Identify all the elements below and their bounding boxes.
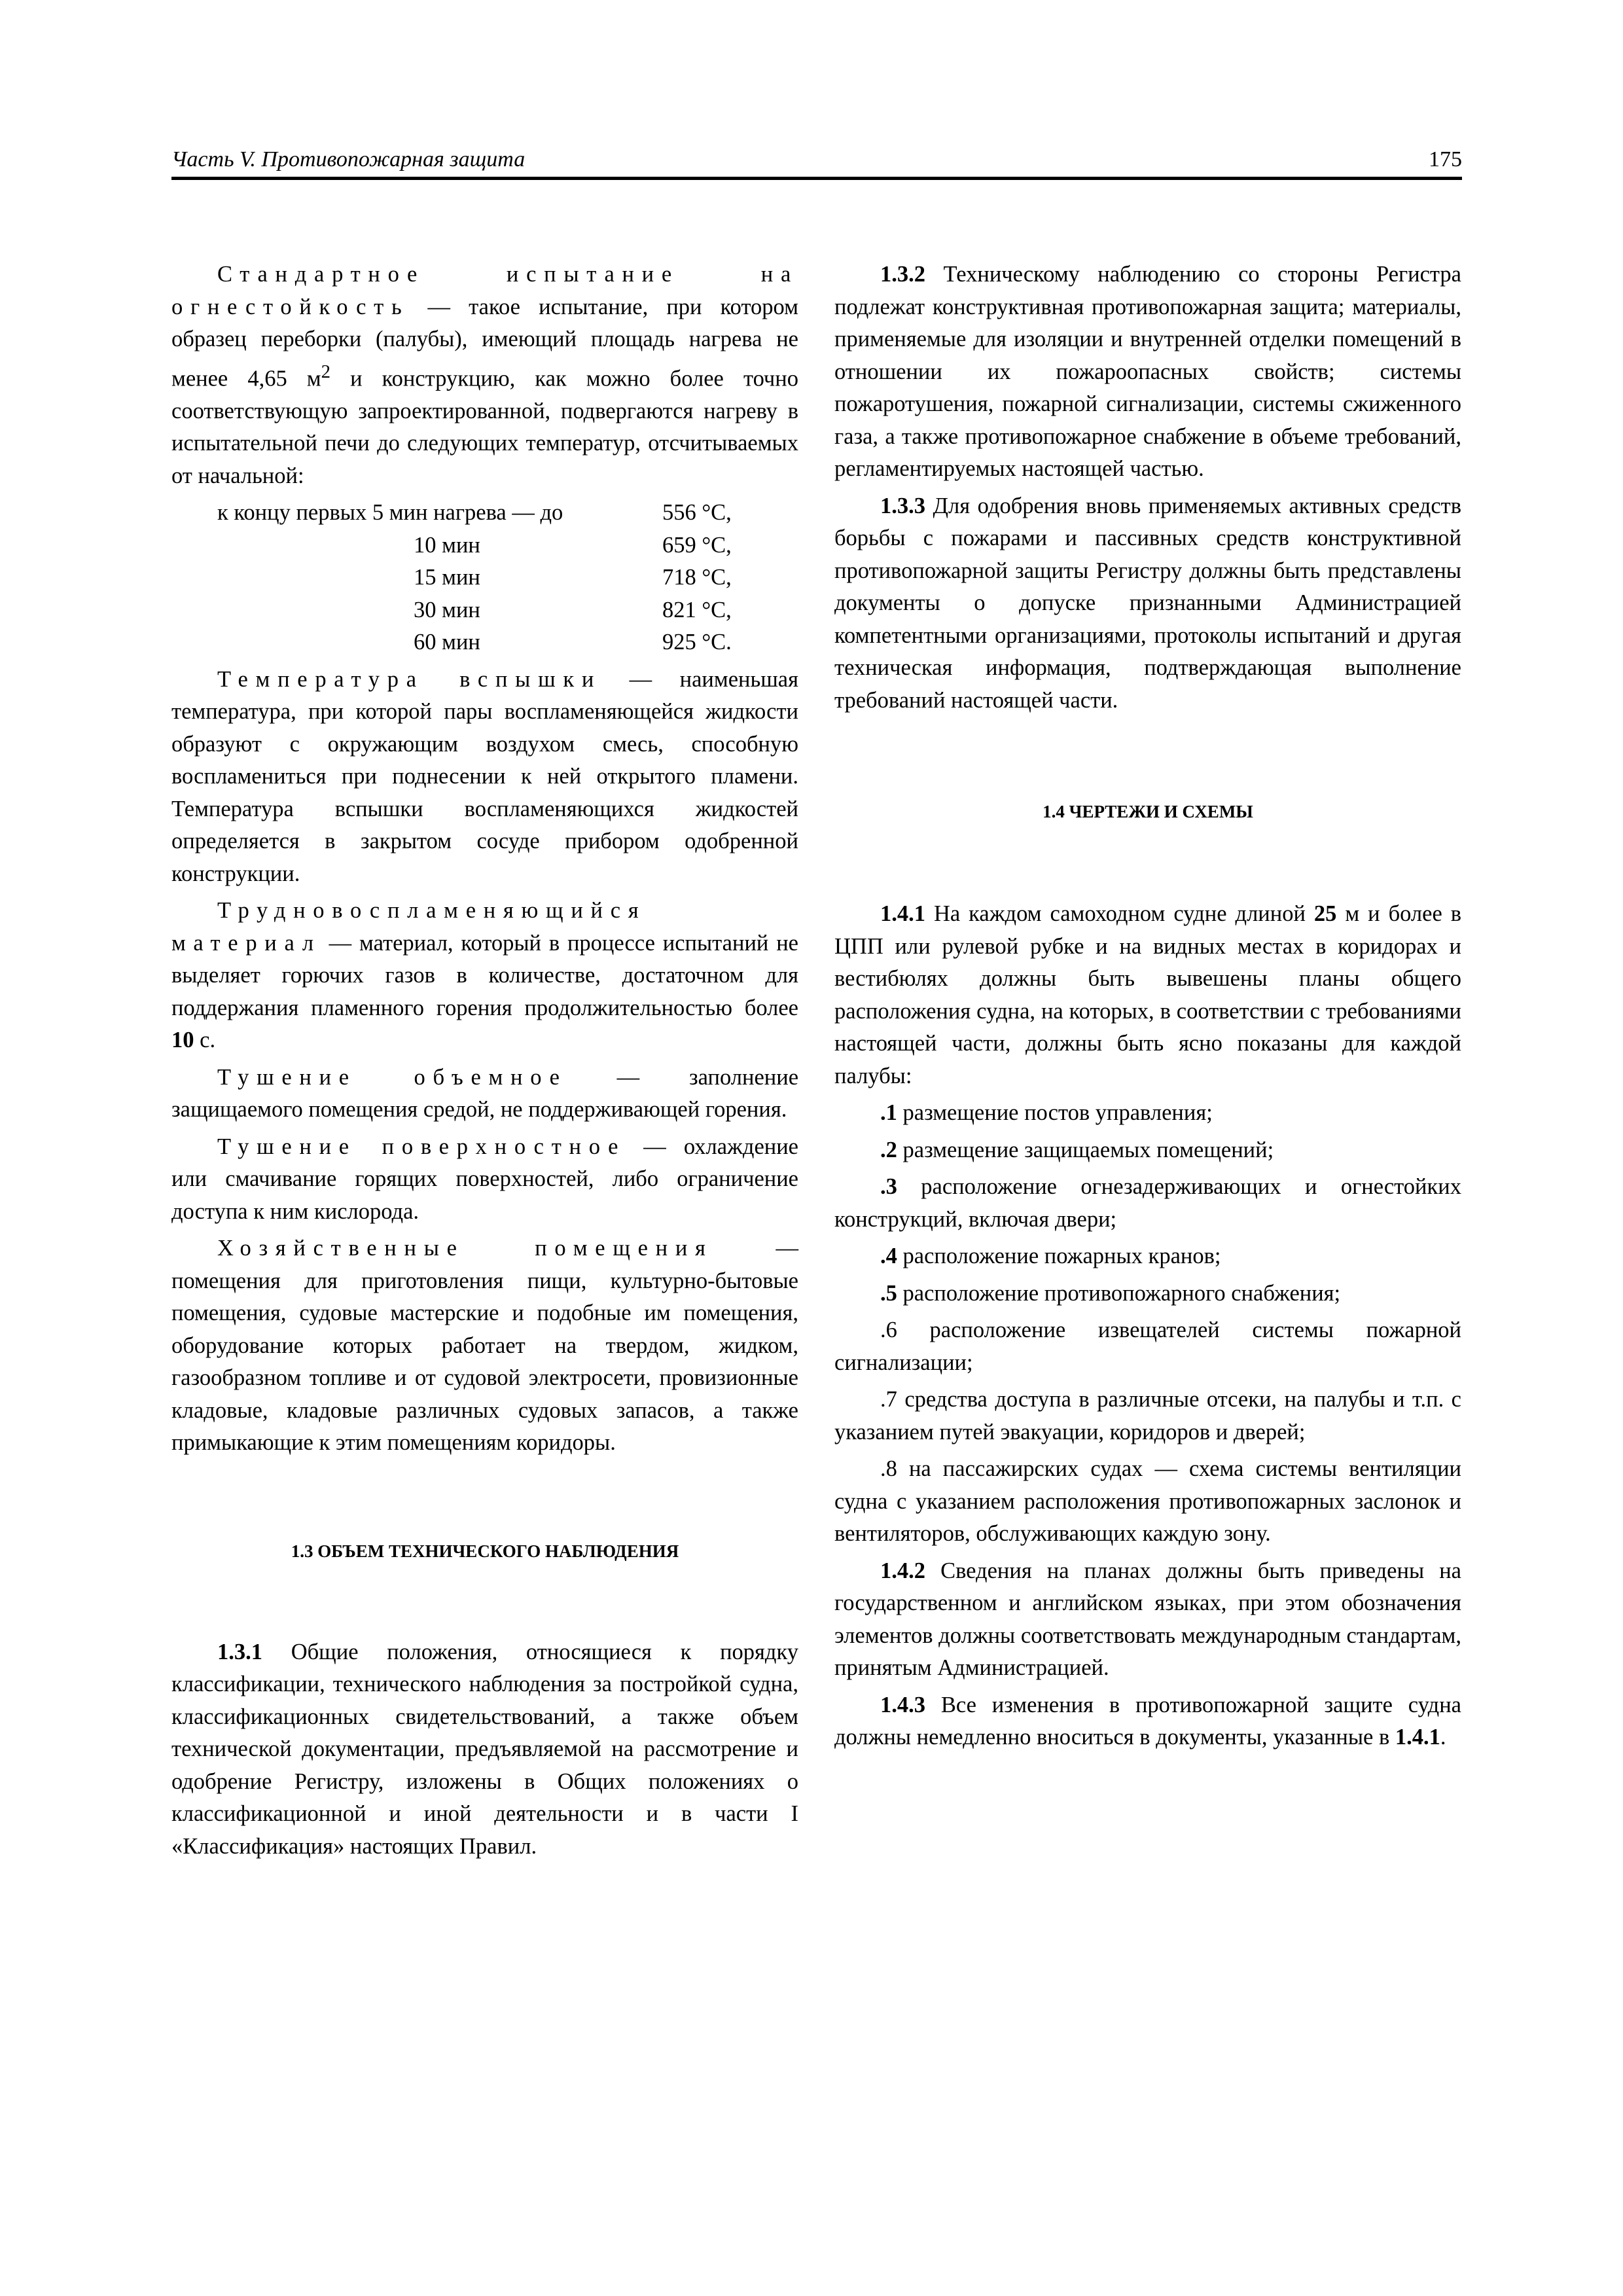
definition-surface-extinguishing: Тушение поверхностное — охлаждение или смачивание горящих поверхностей, либо ограничение доступа к ним кислорода.	[171, 1134, 798, 1224]
temperature-row: 10 мин 659 °С,	[414, 532, 732, 558]
definition-volume-extinguishing: Тушение объемное — заполнение защищаемого помещения средой, не поддерживающей горения.	[171, 1064, 799, 1122]
list-item: .2 размещение защищаемых помещений;	[880, 1137, 1274, 1162]
list-item: .3 расположение огнезадерживающих и огнестойких конструкций, включая двери;	[834, 1174, 1461, 1232]
term: Трудновоспламеняющийся материал	[171, 898, 647, 956]
definition-low-flame-material: Трудновоспламеняющийся материал — материал, который в процессе испытаний не выделяет горючих газов в количестве, достаточном для поддержания пламенного горения продолжительностью более 10 с.	[171, 898, 798, 1052]
page-header	[171, 145, 1462, 178]
definition-service-spaces: Хозяйственные помещения — помещения для приготовления пищи, культурно-бытовые помещения, судовые мастерские и подобные им помещения, оборудование которых работает на твердом, жидком, газообразном топливе и от судовой электросети, провизионные кладовые, кладовые различных судовых запасов, а также примыкающие к этим помещениям коридоры.	[171, 1236, 799, 1455]
page-number: 175	[1429, 147, 1462, 171]
paragraph-1-3-1: 1.3.1 Общие положения, относящиеся к порядку классификации, технического наблюдения за постройкой судна, классификационных свидетельствований, а также объем технической документации, предъявляемой на рассмотрение и одобрение Регистру, изложены в Общих положениях о классификационной и иной деятельности и в части I «Классификация» настоящих Правил.	[171, 1639, 798, 1859]
term: Тушение объемное	[217, 1064, 567, 1090]
term: Стандартное испытание на огнестойкость	[171, 262, 798, 319]
list-item: .1 размещение постов управления;	[880, 1100, 1213, 1125]
list-item: .6 расположение извещателей системы пожарной сигнализации;	[834, 1318, 1461, 1375]
paragraph-1-3-3: 1.3.3 Для одобрения вновь применяемых активных средств борьбы с пожарами и пассивных средств конструктивной противопожарной защиты Регистру должны быть представлены документы о допуске признанными Администрацией компетентными организациями, протоколы испытаний и другая техническая информация, подтверждающая выполнение требований настоящей части.	[834, 493, 1461, 713]
header-rule	[171, 177, 1462, 180]
cross-reference: 1.4.1	[1395, 1725, 1440, 1749]
paragraph-1-4-3: 1.4.3 Все изменения в противопожарной защите судна должны немедленно вноситься в документы, указанные в 1.4.1.	[834, 1692, 1461, 1749]
left-column	[171, 259, 798, 1867]
list-item: .4 расположение пожарных кранов;	[880, 1244, 1221, 1268]
temperature-row: к концу первых 5 мин нагрева — до 556 °С,	[217, 500, 732, 525]
temperature-row: 60 мин 925 °С.	[414, 630, 732, 655]
running-title: Часть V. Противопожарная защита	[171, 147, 526, 171]
term: Хозяйственные помещения	[217, 1236, 713, 1261]
term: Температура вспышки	[217, 666, 602, 692]
section-heading-1-3: 1.3 ОБЪЕМ ТЕХНИЧЕСКОГО НАБЛЮДЕНИЯ	[291, 1541, 679, 1561]
list-item: .5 расположение противопожарного снабжения;	[880, 1280, 1341, 1306]
list-item: .8 на пассажирских судах — схема системы вентиляции судна с указанием расположения противопожарных заслонок и вентиляторов, обслуживающих каждую зону.	[834, 1456, 1461, 1546]
definition-flash-point: Температура вспышки — наименьшая температура, при которой пары воспламеняющейся жидкости образуют с окружающим воздухом смесь, способную воспламениться при поднесении к ней открытого пламени. Температура вспышки воспламеняющихся жидкостей определяется в закрытом сосуде прибором одобренной конструкции.	[171, 666, 798, 886]
paragraph-1-4-2: 1.4.2 Сведения на планах должны быть приведены на государственном и английском языках, при этом обозначения элементов должны соответствовать международным стандартам, принятым Администрацией.	[834, 1558, 1461, 1680]
temperature-row: 15 мин 718 °С,	[414, 565, 732, 590]
plan-items-list	[834, 1097, 1461, 1551]
definition-fire-test: Стандартное испытание на огнестойкость — такое испытание, при котором образец переборки (палубы), имеющий площадь нагрева не менее 4,65 $м^2$ и конструкцию, как можно более точно соответствующую запроектированной, подвергаются нагреву в испытательной печи до следующих температур, отсчитываемых от начальной:	[171, 262, 798, 488]
section-heading-1-4: 1.4 ЧЕРТЕЖИ И СХЕМЫ	[1043, 802, 1253, 821]
list-item: .7 средства доступа в различные отсеки, на палубы и т.п. с указанием путей эвакуации, коридоров и дверей;	[834, 1387, 1461, 1444]
paragraph-1-3-2: 1.3.2 Техническому наблюдению со стороны Регистра подлежат конструктивная противопожарная защита; материалы, применяемые для изоляции и внутренней отделки помещений в отношении их пожароопасных свойств; системы пожаротушения, пожарной сигнализации, системы сжиженного газа, а также противопожарное снабжение в объеме требований, регламентируемых настоящей частью.	[834, 262, 1461, 481]
paragraph-1-4-1: 1.4.1 На каждом самоходном судне длиной 25 м и более в ЦПП или рулевой рубке и на видных местах в коридорах и вестибюлях должны быть вывешены планы общего расположения судна, на которых, в соответствии с требованиями настоящей части, должны быть ясно показаны для каждой палубы:	[834, 901, 1461, 1088]
temperature-list	[171, 497, 798, 659]
term: Тушение поверхностное	[217, 1134, 626, 1159]
right-column	[834, 259, 1461, 1759]
temperature-row: 30 мин 821 °С,	[414, 597, 732, 622]
